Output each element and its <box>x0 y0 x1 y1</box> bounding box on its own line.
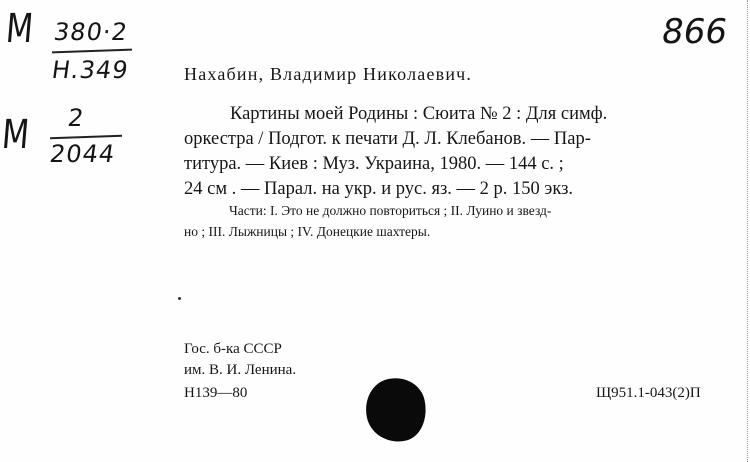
speck <box>178 297 181 300</box>
library-name-2: им. В. И. Ленина. <box>184 362 297 378</box>
shelf-letter-2: М <box>0 112 31 158</box>
shelf-number-1: 380·2 <box>52 18 130 46</box>
ink-blot <box>360 372 432 447</box>
shelf-mark-rule-1 <box>52 49 132 54</box>
shelf-letter-1: М <box>4 6 35 52</box>
card-edge <box>747 0 748 462</box>
cutter-number-1: Н.349 <box>50 56 131 84</box>
shelf-number-2: 2 <box>66 104 87 132</box>
cutter-number-2: 2044 <box>48 140 118 168</box>
shelf-mark-rule-2 <box>50 135 122 140</box>
title-line-2: оркестра / Подгот. к печати Д. Л. Клебанов. — Пар- <box>184 129 591 149</box>
title-line-3: титура. — Киев : Муз. Украина, 1980. — 144 с. ; <box>184 154 564 174</box>
title-line-4: 24 см . — Парал. на укр. и рус. яз. — 2 р. 150 экз. <box>184 179 573 199</box>
title-line-1: Картины моей Родины : Сюита № 2 : Для симф. <box>230 104 608 124</box>
corner-number: 866 <box>658 12 731 52</box>
contents-line-2: но ; III. Лыжницы ; IV. Донецкие шахтеры. <box>184 224 431 239</box>
contents-line-1: Части: I. Это не должно повториться ; II. Луино и звезд- <box>229 203 552 218</box>
card-code: Щ951.1-043(2)П <box>596 385 701 401</box>
author-heading: Нахабин, Владимир Николаевич. <box>184 64 473 84</box>
order-number: Н139—80 <box>184 385 248 401</box>
library-name: Гос. б-ка СССР <box>184 341 282 357</box>
